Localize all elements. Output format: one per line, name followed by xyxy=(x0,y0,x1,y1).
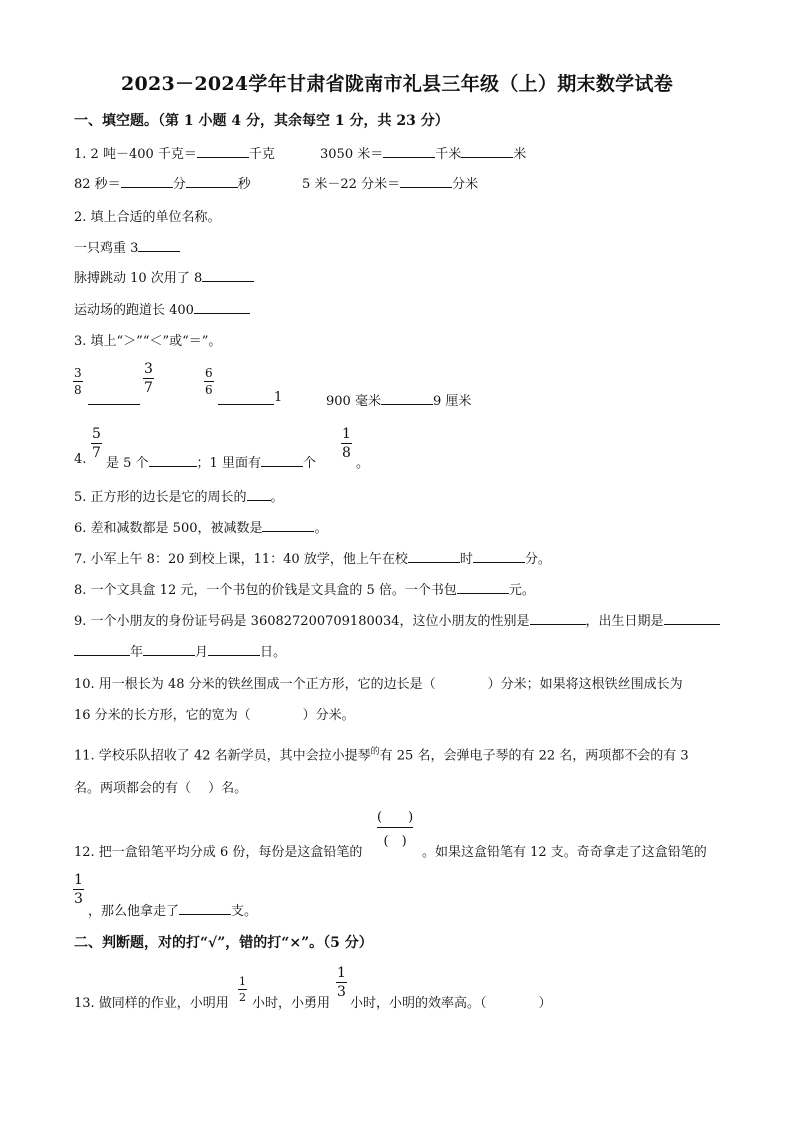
answer-blank[interactable] xyxy=(186,174,238,188)
fraction-six-sixths: $\frac{6}{6}$ xyxy=(205,366,213,397)
question-1-part-d: 5 米－22 分米＝ 分米 xyxy=(302,173,478,192)
question-3-stem: 3. 填上“＞”“＜”或“＝”。 xyxy=(74,334,222,349)
answer-blank[interactable] xyxy=(143,642,195,656)
question-11-line-2: 名。两项都会的有（ ）名。 xyxy=(74,781,248,796)
question-13-c: 小时，小明的效率高。（ ） xyxy=(350,996,552,1011)
compare-blank[interactable] xyxy=(218,391,274,405)
compare-blank[interactable] xyxy=(88,391,140,405)
question-2-stem: 2. 填上合适的单位名称。 xyxy=(74,210,221,225)
question-12-line-1a: 12. 把一盒铅笔平均分成 6 份，每份是这盒铅笔的 xyxy=(74,845,363,860)
answer-blank[interactable] xyxy=(197,144,249,158)
answer-blank[interactable] xyxy=(408,549,460,563)
answer-blank[interactable] xyxy=(121,174,173,188)
answer-blank[interactable] xyxy=(473,549,525,563)
question-10-line-2: 16 分米的长方形，它的宽为（ ）分米。 xyxy=(74,708,355,723)
question-7: 7. 小军上午 8：20 到校上课，11：40 放学，他上午在校 时 分。 xyxy=(74,548,551,567)
question-6: 6. 差和减数都是 500，被减数是 。 xyxy=(74,517,328,536)
answer-blank[interactable] xyxy=(194,300,250,314)
fraction-one-half: $\frac{1}{2}$ xyxy=(239,975,246,1004)
fraction-five-sevenths: $\frac{5}{7}$ xyxy=(92,426,101,461)
number-one: 1 xyxy=(274,390,283,405)
answer-blank[interactable] xyxy=(400,174,452,188)
question-9-line-2: 年 月 日。 xyxy=(74,641,286,660)
fraction-three-eighths: $\frac{3}{8}$ xyxy=(74,366,82,397)
answer-blank[interactable] xyxy=(247,487,271,501)
question-5: 5. 正方形的边长是它的周长的 。 xyxy=(74,486,284,505)
question-13-a: 13. 做同样的作业，小明用 xyxy=(74,996,229,1011)
question-2-line-3: 运动场的跑道长 400 xyxy=(74,299,250,318)
answer-blank[interactable] xyxy=(457,580,509,594)
answer-blank[interactable] xyxy=(208,642,260,656)
question-1-part-a: 1. 2 吨－400 千克＝ 千克 xyxy=(74,143,275,162)
fraction-blank-parentheses[interactable]: ( ) ( ) xyxy=(377,806,413,849)
section-true-false-heading: 二、判断题，对的打“√”，错的打“×”。（5 分） xyxy=(74,935,373,951)
question-12-line-1b: 。如果这盒铅笔有 12 支。奇奇拿走了这盒铅笔的 xyxy=(422,845,707,860)
question-8: 8. 一个文具盒 12 元，一个书包的价钱是文具盒的 5 倍。一个书包 元。 xyxy=(74,579,535,598)
question-2-line-1: 一只鸡重 3 xyxy=(74,237,180,256)
page-title: 2023－2024学年甘肃省陇南市礼县三年级（上）期末数学试卷 xyxy=(120,73,674,95)
answer-blank[interactable] xyxy=(138,238,180,252)
question-13-b: 小时，小勇用 xyxy=(252,996,331,1011)
answer-blank[interactable] xyxy=(261,453,303,467)
question-1-part-b: 3050 米＝ 千米 米 xyxy=(320,143,526,162)
question-11-line-1: 11. 学校乐队招收了 42 名新学员，其中会拉小提琴$^的$有 25 名，会弹电子琴的有 22 名，两项都不会的有 3 xyxy=(74,747,689,764)
answer-blank[interactable] xyxy=(179,901,231,915)
fraction-one-third-b: $\frac{1}{3}$ xyxy=(337,965,346,1000)
question-9-line-1: 9. 一个小朋友的身份证号码是 360827200709180034，这位小朋友的性别是 ，出生日期是 xyxy=(74,610,720,629)
answer-blank[interactable] xyxy=(383,144,435,158)
answer-blank[interactable] xyxy=(262,518,314,532)
answer-blank[interactable] xyxy=(461,144,513,158)
compare-blank[interactable] xyxy=(381,391,433,405)
answer-blank[interactable] xyxy=(74,642,130,656)
question-4-text: 是 5 个 ；1 里面有 个 xyxy=(106,452,316,471)
fraction-three-sevenths: $\frac{3}{7}$ xyxy=(144,361,153,396)
question-4-number: 4. xyxy=(74,452,87,467)
fraction-one-eighth: $\frac{1}{8}$ xyxy=(342,426,351,461)
question-1-part-c: 82 秒＝ 分 秒 xyxy=(74,173,251,192)
fraction-one-third: $\frac{1}{3}$ xyxy=(74,872,83,907)
question-2-line-2: 脉搏跳动 10 次用了 8 xyxy=(74,267,254,286)
answer-blank[interactable] xyxy=(149,453,197,467)
answer-blank[interactable] xyxy=(664,611,720,625)
answer-blank[interactable] xyxy=(202,268,254,282)
answer-blank[interactable] xyxy=(530,611,586,625)
section-fill-blank-heading: 一、填空题。（第 1 小题 4 分，其余每空 1 分，共 23 分） xyxy=(74,113,449,129)
question-12-line-2: ，那么他拿走了 支。 xyxy=(88,900,257,919)
question-3-length-compare: 900 毫米 9 厘米 xyxy=(326,390,471,409)
question-10-line-1: 10. 用一根长为 48 分米的铁丝围成一个正方形，它的边长是（ ）分米；如果将这根铁丝围成长为 xyxy=(74,677,683,692)
question-4-end: 。 xyxy=(356,456,370,471)
